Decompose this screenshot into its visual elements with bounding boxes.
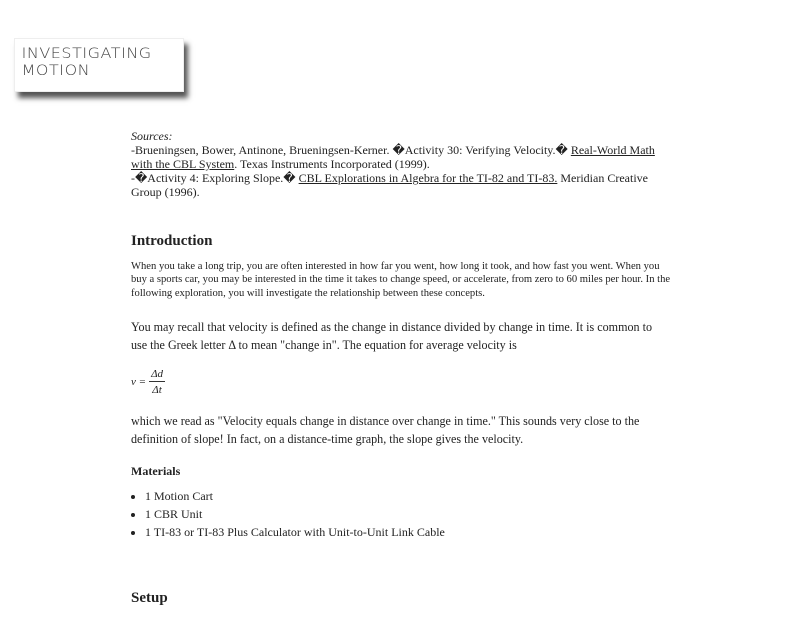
materials-list — [131, 487, 671, 541]
setup-heading: Setup — [131, 589, 168, 606]
ref1-text: -Brueningsen, Bower, Antinone, Brueningsen-Kerner. �Activity 30: Verifying Velocity.� — [131, 143, 571, 157]
equation-numerator: Δd — [151, 367, 164, 380]
sources-label: Sources: — [131, 129, 173, 143]
ref2-link[interactable]: CBL Explorations in Algebra for the TI-82 and TI-83. — [298, 171, 558, 185]
document-content — [131, 129, 671, 617]
logo-line-2: MOTION — [21, 63, 91, 79]
intro-paragraph-2: You may recall that velocity is defined as the change in distance divided by change in time. It is common to use the Greek letter Δ to mean "change in". The equation for average velocity is — [131, 319, 653, 352]
ref1-suffix: . Texas Instruments Incorporated (1999). — [234, 157, 430, 171]
materials-heading: Materials — [131, 463, 181, 478]
intro-paragraph-3: which we read as "Velocity equals change in distance over change in time." This sounds very close to the definition of slope! In fact, on a distance-time graph, the slope gives the velocity. — [131, 413, 640, 446]
logo-line-1: INVESTIGATING — [21, 46, 152, 62]
equation-denominator: Δt — [152, 383, 162, 396]
list-item: • 1 Motion Cart — [145, 487, 671, 505]
intro-paragraph-1: When you take a long trip, you are often interested in how far you went, how long it took, and how fast you went. When you buy a sports car, you may be interested in the time it takes to change speed, or accelerate, from zero to 60 miles per hour. In the following exploration, you will investigate the relationship between these concepts. — [131, 261, 671, 299]
list-item: • 1 CBR Unit — [145, 505, 671, 523]
equation-lhs: v = — [131, 375, 147, 388]
logo — [14, 38, 184, 92]
equation-fraction — [149, 368, 165, 396]
sources — [131, 129, 671, 199]
ref1-link[interactable]: Real-World Math with the CBL System — [131, 143, 655, 171]
ref2-suffix: Meridian Creative Group (1996). — [131, 171, 648, 199]
list-item: • 1 TI-83 or TI-83 Plus Calculator with Unit-to-Unit Link Cable — [145, 523, 671, 541]
velocity-equation — [131, 368, 671, 396]
ref2-text: -�Activity 4: Exploring Slope.� — [131, 171, 299, 185]
introduction-heading: Introduction — [131, 233, 213, 249]
